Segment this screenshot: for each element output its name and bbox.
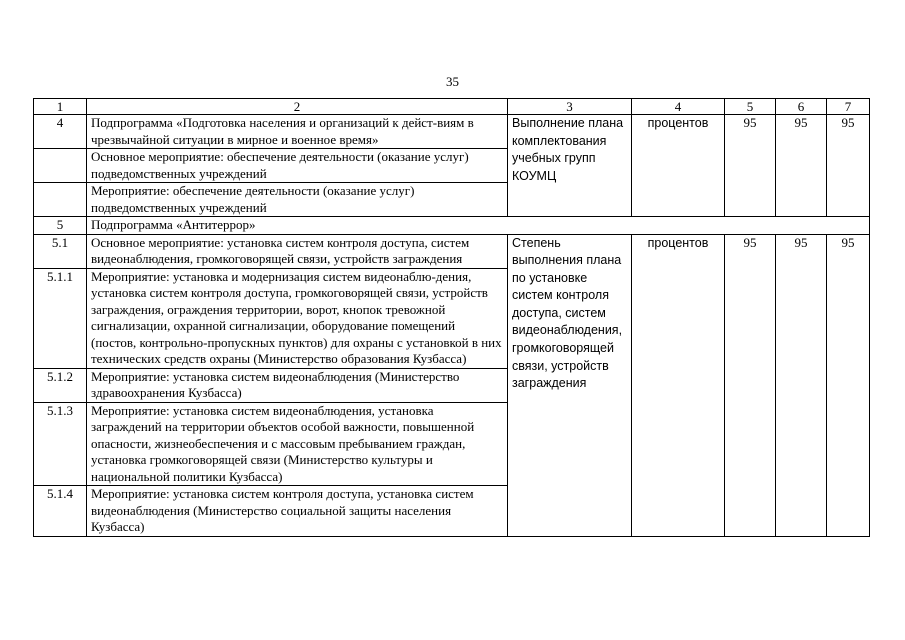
row-name: Подпрограмма «Антитеррор»	[87, 217, 870, 235]
row-name: Мероприятие: обеспечение деятельности (оказание услуг) подведомственных учреждений	[87, 183, 508, 217]
row-number: 5.1	[34, 234, 87, 268]
row-name: Мероприятие: установка и модернизация систем видеонаблю-дения, установка систем контроля доступа, громкоговорящей связи, устройств заграждения, ограждения территории, ворот, кнопок тревожной сигнализации, охранной сигнализации, оборудование помещений (постов, контрольно-пропускных пунктов) для охраны с установкой в них технических средств охраны (Министерство образования Кузбасса)	[87, 268, 508, 368]
row-number: 5.1.2	[34, 368, 87, 402]
table-row	[34, 115, 870, 149]
row-number: 5	[34, 217, 87, 235]
header-cell: 6	[776, 99, 827, 115]
row-name: Подпрограмма «Подготовка населения и организаций к дейст-виям в чрезвычайной ситуации в мирное и военное время»	[87, 115, 508, 149]
row-number: 5.1.1	[34, 268, 87, 368]
row-number: 5.1.4	[34, 486, 87, 537]
table-row	[34, 234, 870, 268]
header-cell: 4	[632, 99, 725, 115]
table-row	[34, 217, 870, 235]
row-number	[34, 183, 87, 217]
indicators-table	[33, 98, 870, 537]
indicator-value-5: 95	[725, 115, 776, 217]
indicator-value-7: 95	[827, 115, 870, 217]
row-name: Основное мероприятие: обеспечение деятельности (оказание услуг) подведомственных учреждений	[87, 149, 508, 183]
row-number: 4	[34, 115, 87, 149]
header-cell: 2	[87, 99, 508, 115]
indicator-unit: процентов	[632, 234, 725, 536]
indicator-value-5: 95	[725, 234, 776, 536]
row-number	[34, 149, 87, 183]
indicator-name: Степень выполнения плана по установке систем контроля доступа, систем видеонаблюдения, громкоговорящей связи, устройств заграждения	[508, 234, 632, 536]
header-cell: 5	[725, 99, 776, 115]
indicator-value-6: 95	[776, 115, 827, 217]
row-name: Основное мероприятие: установка систем контроля доступа, систем видеонаблюдения, громкоговорящей связи, устройств заграждения	[87, 234, 508, 268]
header-cell: 3	[508, 99, 632, 115]
row-name: Мероприятие: установка систем видеонаблюдения (Министерство здравоохранения Кузбасса)	[87, 368, 508, 402]
table-header-row	[34, 99, 870, 115]
indicator-unit: процентов	[632, 115, 725, 217]
row-name: Мероприятие: установка систем контроля доступа, установка систем видеонаблюдения (Министерство социальной защиты населения Кузбасса)	[87, 486, 508, 537]
indicator-value-7: 95	[827, 234, 870, 536]
row-name: Мероприятие: установка систем видеонаблюдения, установка заграждений на территории объектов особой важности, повышенной опасности, жизнеобеспечения и с массовым пребыванием граждан, установка громкоговорящей связи (Министерство культуры и национальной политики Кузбасса)	[87, 402, 508, 486]
page-number: 35	[446, 74, 459, 89]
header-cell: 7	[827, 99, 870, 115]
header-cell: 1	[34, 99, 87, 115]
row-number: 5.1.3	[34, 402, 87, 486]
indicator-name: Выполнение плана комплектования учебных групп КОУМЦ	[508, 115, 632, 217]
indicator-value-6: 95	[776, 234, 827, 536]
